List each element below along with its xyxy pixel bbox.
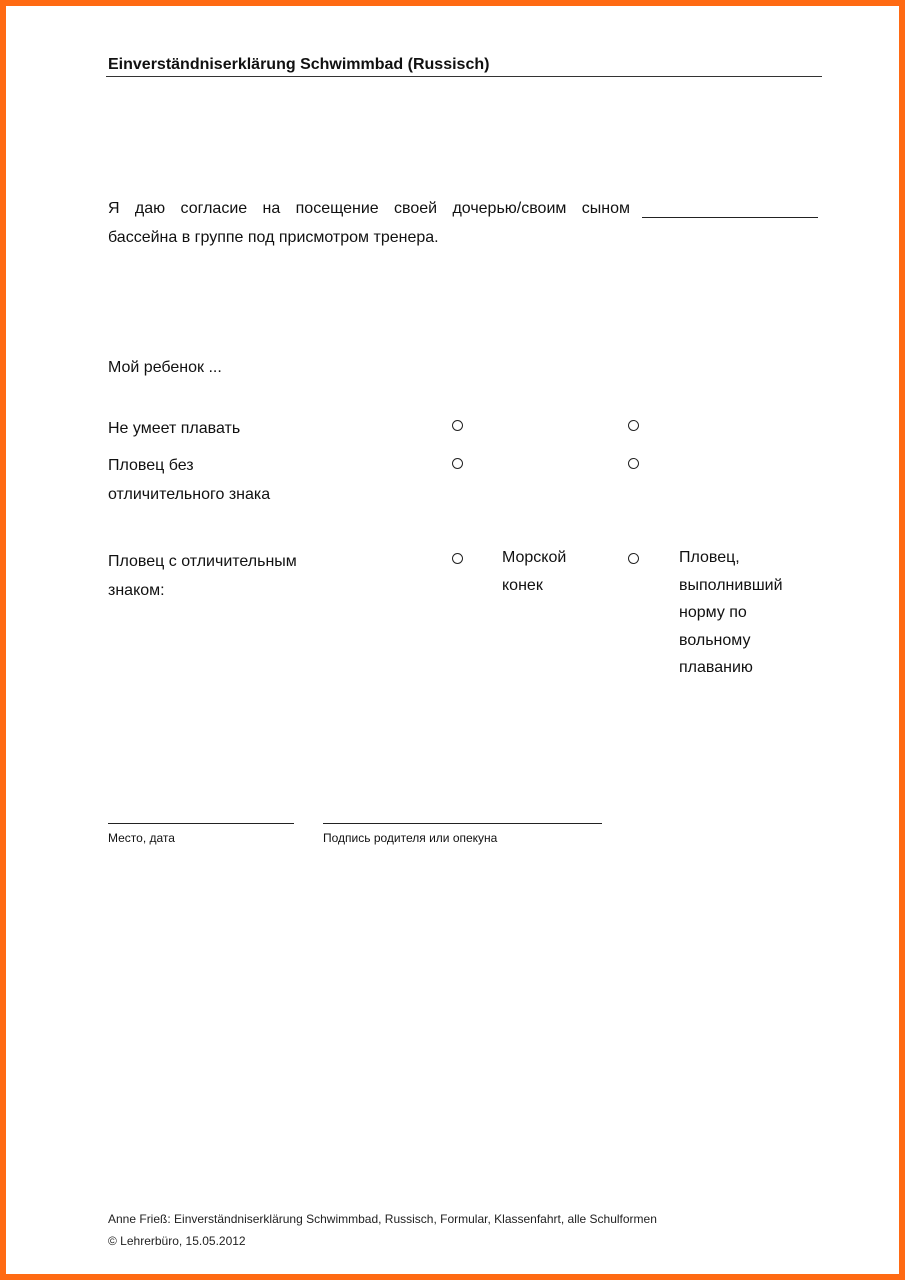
child-name-blank[interactable] [642,217,818,218]
child-intro: Мой ребенок ... [108,359,222,376]
parent-signature-line[interactable] [323,823,602,824]
badge-seahorse-label: Морской конек [502,549,567,594]
footer-attribution: Anne Frieß: Einverständniserklärung Schwimmbad, Russisch, Formular, Klassenfahrt, alle Schulformen [108,1212,657,1226]
radio-freestyle[interactable] [628,553,639,564]
option-label-swimmer-no-badge: Пловец без отличительного знака [108,457,271,503]
place-date-line[interactable] [108,823,294,824]
title-divider [106,76,822,77]
radio-swimmer-no-badge-a[interactable] [452,458,463,469]
place-date-label: Место, дата [108,831,175,845]
option-label-swimmer-with-badge: Пловец с отличительным знаком: [108,553,297,599]
badge-freestyle-label: Пловец, выполнивший норму по вольному плаванию [679,549,783,676]
option-label-non-swimmer: Не умеет плавать [108,420,241,437]
radio-seahorse[interactable] [452,553,463,564]
consent-statement-line1: Я даю согласие на посещение своей дочерью/своим сыном [108,200,630,217]
footer-copyright: © Lehrerbüro, 15.05.2012 [108,1234,246,1248]
radio-non-swimmer-b[interactable] [628,420,639,431]
parent-signature-label: Подпись родителя или опекуна [323,831,498,845]
radio-non-swimmer-a[interactable] [452,420,463,431]
radio-swimmer-no-badge-b[interactable] [628,458,639,469]
consent-statement-line2: бассейна в группе под присмотром тренера. [108,229,439,246]
document-title: Einverständniserklärung Schwimmbad (Russisch) [108,56,490,73]
